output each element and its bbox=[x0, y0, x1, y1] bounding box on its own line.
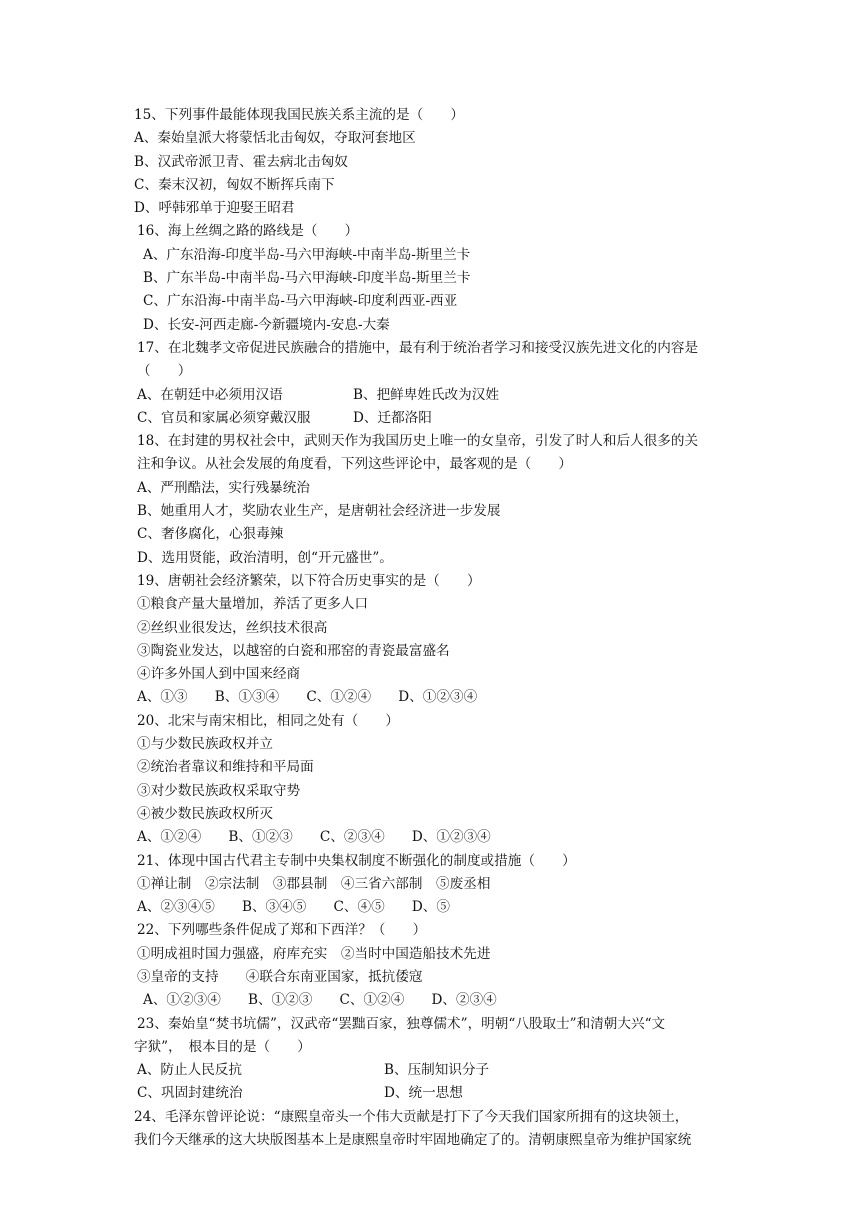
question-18-option-b: B、她重用人才，奖励农业生产，是唐朝社会经济进一步发展 bbox=[137, 503, 501, 520]
question-15-stem: 15、下列事件最能体现我国民族关系主流的是（ ） bbox=[134, 107, 464, 123]
question-22-stem: 22、下列哪些条件促成了郑和下西洋？（ ） bbox=[137, 922, 427, 939]
question-22-items-row2: ③皇帝的支持 ④联合东南亚国家，抵抗倭寇 bbox=[137, 968, 423, 985]
question-20-options: A、①②④ B、①②③ C、②③④ D、①②③④ bbox=[137, 829, 491, 846]
question-17-option-c: C、官员和家属必须穿戴汉服 bbox=[137, 409, 311, 426]
question-15-option-d: D、呼韩邪单于迎娶王昭君 bbox=[134, 200, 295, 217]
question-23-options-row2 bbox=[134, 1082, 774, 1105]
question-19-item-4: ④许多外国人到中国来经商 bbox=[137, 666, 301, 683]
question-15-option-c: C、秦末汉初，匈奴不断挥兵南下 bbox=[134, 176, 335, 193]
question-22-items-row1: ①明成祖时国力强盛，府库充实 ②当时中国造船技术先进 bbox=[137, 945, 491, 962]
question-20-item-4: ④被少数民族政权所灭 bbox=[137, 805, 273, 822]
question-21-options: A、②③④⑤ B、③④⑤ C、④⑤ D、⑤ bbox=[137, 899, 450, 916]
question-16-stem: 16、海上丝绸之路的路线是（ ） bbox=[137, 223, 359, 240]
question-22-options: A、①②③④ B、①②③ C、①②④ D、②③④ bbox=[143, 992, 497, 1009]
question-16-option-a: A、广东沿海-印度半岛-马六甲海峡-中南半岛-斯里兰卡 bbox=[143, 246, 471, 263]
question-list bbox=[134, 104, 774, 1152]
question-19-item-2: ②丝织业很发达，丝织技术很高 bbox=[137, 619, 328, 636]
question-16-option-c: C、广东沿海-中南半岛-马六甲海峡-印度利西亚-西亚 bbox=[143, 293, 458, 310]
question-23-option-a: A、防止人民反抗 bbox=[137, 1062, 242, 1079]
question-19-options: A、①③ B、①③④ C、①②④ D、①②③④ bbox=[137, 689, 478, 706]
question-23-option-b: B、压制知识分子 bbox=[384, 1062, 490, 1079]
question-23-options-row1 bbox=[134, 1059, 774, 1082]
question-19-item-1: ①粮食产量大量增加，养活了更多人口 bbox=[137, 596, 369, 613]
question-23-stem: 23、秦始皇“焚书坑儒”，汉武帝“罢黜百家，独尊儒术”，明朝“八股取士”和清朝大兴“文 bbox=[137, 1015, 666, 1032]
question-23-option-c: C、巩固封建统治 bbox=[137, 1085, 243, 1102]
question-17-option-a: A、在朝廷中必须用汉语 bbox=[137, 386, 283, 403]
question-16-option-d: D、长安-河西走廊-今新疆境内-安息-大秦 bbox=[143, 316, 390, 333]
question-17-stem-cont: （ ） bbox=[137, 363, 192, 380]
question-21-items: ①禅让制 ②宗法制 ③郡县制 ④三省六部制 ⑤废丞相 bbox=[137, 875, 491, 892]
question-21-stem: 21、体现中国古代君主专制中央集权制度不断强化的制度或措施（ ） bbox=[137, 852, 576, 869]
question-24-stem-cont: 我们今天继承的这大块版图基本上是康熙皇帝时牢固地确定了的。清朝康熙皇帝为维护国家统 bbox=[134, 1132, 692, 1149]
question-15-option-b: B、汉武帝派卫青、霍去病北击匈奴 bbox=[134, 153, 348, 170]
question-19-item-3: ③陶瓷业发达，以越窑的白瓷和邢窑的青瓷最富盛名 bbox=[137, 642, 450, 659]
question-17-stem: 17、在北魏孝文帝促进民族融合的措施中，最有利于统治者学习和接受汉族先进文化的内容是 bbox=[137, 339, 699, 356]
question-15-option-a: A、秦始皇派大将蒙恬北击匈奴，夺取河套地区 bbox=[134, 130, 416, 147]
question-23-option-d: D、统一思想 bbox=[384, 1085, 463, 1102]
question-16-option-b: B、广东半岛-中南半岛-马六甲海峡-印度半岛-斯里兰卡 bbox=[143, 270, 471, 287]
question-23-stem-cont: 字狱”， 根本目的是（ ） bbox=[134, 1038, 311, 1055]
question-20-item-1: ①与少数民族政权并立 bbox=[137, 736, 273, 753]
question-18-option-c: C、奢侈腐化，心狠毒辣 bbox=[137, 526, 284, 543]
question-20-stem: 20、北宋与南宋相比，相同之处有（ ） bbox=[137, 712, 399, 729]
question-18-option-d: D、选用贤能，政治清明，创“开元盛世”。 bbox=[137, 549, 393, 566]
question-18-stem-cont: 注和争议。从社会发展的角度看，下列这些评论中，最客观的是（ ） bbox=[137, 456, 572, 473]
question-20-item-2: ②统治者靠议和维持和平局面 bbox=[137, 759, 314, 776]
question-20-item-3: ③对少数民族政权采取守势 bbox=[137, 782, 301, 799]
question-17-options-row1 bbox=[134, 384, 774, 407]
question-17-options-row2 bbox=[134, 407, 774, 430]
question-19-stem: 19、唐朝社会经济繁荣，以下符合历史事实的是（ ） bbox=[137, 572, 481, 589]
question-17-option-b: B、把鲜卑姓氏改为汉姓 bbox=[353, 386, 499, 403]
question-18-stem: 18、在封建的男权社会中，武则天作为我国历史上唯一的女皇帝，引发了时人和后人很多的关 bbox=[137, 433, 699, 450]
question-24-stem: 24、毛泽东曾评论说：“康熙皇帝头一个伟大贡献是打下了今天我们国家所拥有的这块领土， bbox=[134, 1108, 689, 1125]
question-17-option-d: D、迁都洛阳 bbox=[353, 409, 432, 426]
question-18-option-a: A、严刑酷法，实行残暴统治 bbox=[137, 479, 310, 496]
